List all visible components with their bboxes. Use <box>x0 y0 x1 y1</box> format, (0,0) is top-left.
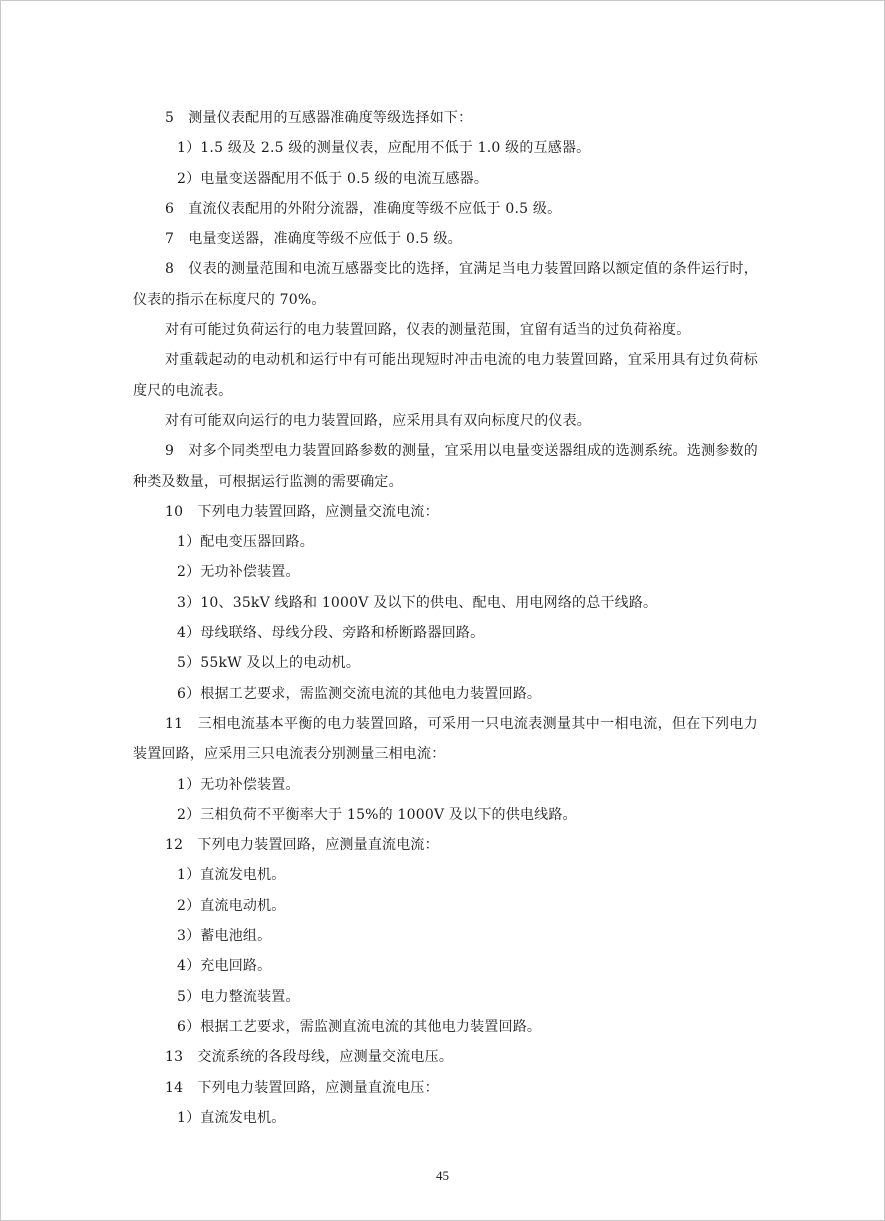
list-item: 1）无功补偿装置。 <box>177 776 300 793</box>
clause-paragraph: 6 直流仪表配用的外附分流器，准确度等级不应低于 0.5 级。 <box>165 200 562 217</box>
clause-paragraph: 5 测量仪表配用的互感器准确度等级选择如下： <box>165 110 473 126</box>
clause-paragraph: 12 下列电力装置回路，应测量直流电流： <box>165 837 439 854</box>
list-item: 1）配电变压器回路。 <box>177 534 314 551</box>
list-item: 5）电力整流装置。 <box>177 988 300 1005</box>
list-item: 3）10、35kV 线路和 1000V 及以下的供电、配电、用电网络的总干线路。 <box>177 594 658 611</box>
clause-paragraph: 13 交流系统的各段母线，应测量交流电压。 <box>165 1049 454 1066</box>
document-body <box>133 103 758 1133</box>
clause-paragraph: 9 对多个同类型电力装置回路参数的测量，宜采用以电量变送器组成的选测系统。选测参数的种类及数量，可根据运行监测的需要确定。 <box>133 443 758 490</box>
list-item: 1）1.5 级及 2.5 级的测量仪表，应配用不低于 1.0 级的互感器。 <box>177 140 591 157</box>
list-item: 2）直流电动机。 <box>177 897 286 914</box>
clause-paragraph: 对有可能双向运行的电力装置回路，应采用具有双向标度尺的仪表。 <box>165 412 591 429</box>
list-item: 6）根据工艺要求，需监测直流电流的其他电力装置回路。 <box>177 1018 542 1035</box>
clause-paragraph: 10 下列电力装置回路，应测量交流电流： <box>165 503 439 520</box>
clause-paragraph: 7 电量变送器，准确度等级不应低于 0.5 级。 <box>165 231 462 248</box>
clause-paragraph: 11 三相电流基本平衡的电力装置回路，可采用一只电流表测量其中一相电流，但在下列电力装置回路，应采用三只电流表分别测量三相电流： <box>133 715 758 763</box>
clause-paragraph: 8 仪表的测量范围和电流互感器变比的选择，宜满足当电力装置回路以额定值的条件运行时，仪表的指示在标度尺的 70%。 <box>133 261 758 308</box>
list-item: 5）55kW 及以上的电动机。 <box>177 655 361 672</box>
page-number: 45 <box>436 1168 449 1183</box>
list-item: 1）直流发电机。 <box>177 867 286 884</box>
list-item: 4）母线联络、母线分段、旁路和桥断路器回路。 <box>177 625 485 642</box>
list-item: 2）三相负荷不平衡率大于 15%的 1000V 及以下的供电线路。 <box>177 806 577 823</box>
list-item: 2）无功补偿装置。 <box>177 564 300 581</box>
list-item: 6）根据工艺要求，需监测交流电流的其他电力装置回路。 <box>177 685 542 702</box>
list-item: 3）蓄电池组。 <box>177 928 272 945</box>
clause-paragraph: 对有可能过负荷运行的电力装置回路，仪表的测量范围，宜留有适当的过负荷裕度。 <box>165 322 691 339</box>
list-item: 4）充电回路。 <box>177 958 272 975</box>
list-item: 1）直流发电机。 <box>177 1109 286 1126</box>
list-item: 2）电量变送器配用不低于 0.5 级的电流互感器。 <box>177 170 489 187</box>
clause-paragraph: 对重载起动的电动机和运行中有可能出现短时冲击电流的电力装置回路，宜采用具有过负荷标度尺的电流表。 <box>133 352 758 399</box>
clause-paragraph: 14 下列电力装置回路，应测量直流电压： <box>165 1079 439 1096</box>
